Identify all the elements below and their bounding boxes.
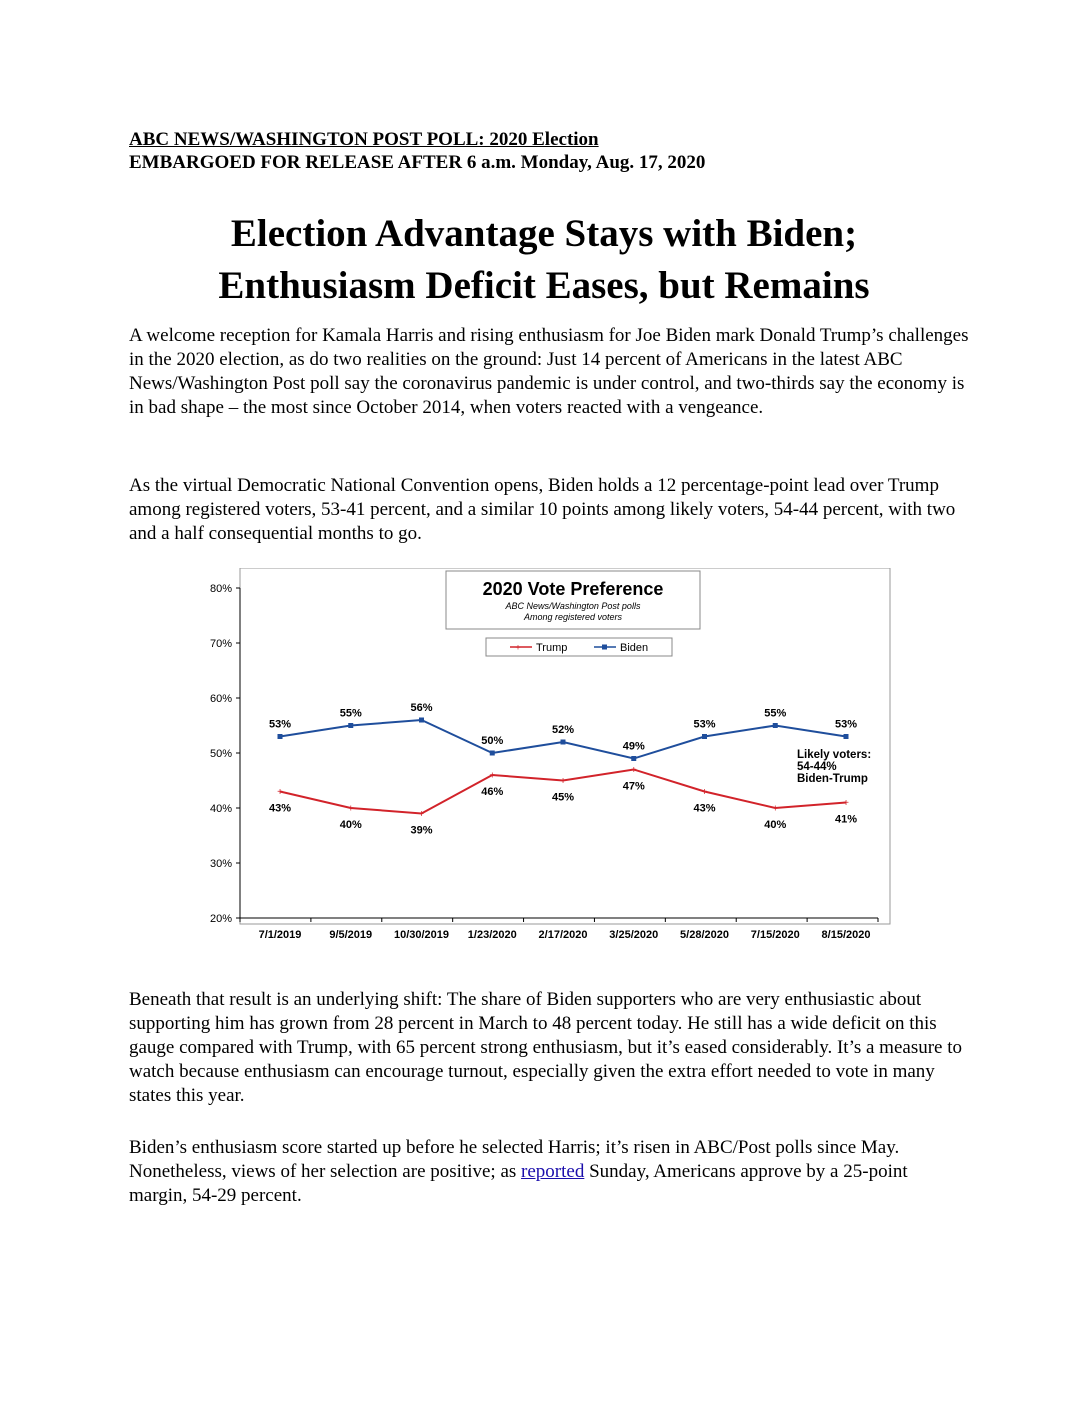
x-tick-label: 5/28/2020 bbox=[680, 929, 729, 941]
biden-point bbox=[773, 723, 778, 728]
poll-title: ABC NEWS/WASHINGTON POST POLL: 2020 Election bbox=[129, 129, 599, 150]
biden-point bbox=[490, 751, 495, 756]
biden-point bbox=[844, 734, 849, 739]
legend-trump-label: Trump bbox=[536, 642, 568, 654]
release-header bbox=[129, 128, 969, 174]
x-tick-label: 7/1/2019 bbox=[258, 929, 302, 941]
data-label-trump: 47% bbox=[622, 780, 645, 793]
annotation-line-3: Biden-Trump bbox=[797, 773, 868, 785]
legend-biden-marker bbox=[602, 645, 607, 650]
biden-point bbox=[561, 740, 566, 745]
chart-title-box bbox=[446, 571, 700, 629]
biden-point bbox=[348, 723, 353, 728]
reported-link[interactable]: reported bbox=[521, 1161, 585, 1182]
trump-point: + bbox=[560, 776, 566, 787]
x-tick-label: 9/5/2019 bbox=[329, 929, 373, 941]
biden-point bbox=[702, 734, 707, 739]
data-label-biden: 53% bbox=[268, 718, 292, 731]
y-tick-label: 70% bbox=[209, 638, 232, 650]
data-label-trump: 39% bbox=[410, 824, 433, 837]
data-label-trump: 40% bbox=[339, 819, 362, 831]
y-tick-label: 30% bbox=[209, 858, 232, 870]
chart-subtitle-2: Among registered voters bbox=[523, 612, 623, 622]
data-label-biden: 55% bbox=[339, 707, 362, 720]
data-label-trump: 46% bbox=[481, 786, 504, 798]
trump-point: + bbox=[701, 787, 708, 798]
paragraph-lead: As the virtual Democratic National Convention opens, Biden holds a 12 percentage-point lead over Trump among registered voters, 53-41 percent, and a similar 10 points among likely voters, 54-44 percent, with two and a half consequential months to go. bbox=[129, 475, 956, 544]
data-label-biden: 49% bbox=[622, 740, 645, 753]
trump-point: + bbox=[347, 803, 354, 815]
embargo-notice: EMBARGOED FOR RELEASE AFTER 6 a.m. Monday, Aug. 17, 2020 bbox=[129, 152, 706, 173]
trump-point: + bbox=[489, 770, 496, 782]
annotation-line-1: Likely voters: bbox=[797, 749, 872, 761]
biden-point bbox=[419, 718, 424, 723]
y-tick-label: 20% bbox=[209, 913, 232, 925]
x-tick-label: 3/25/2020 bbox=[609, 929, 659, 941]
paragraph-harris bbox=[129, 1136, 969, 1208]
y-tick-label: 80% bbox=[209, 583, 232, 595]
x-tick-label: 8/15/2020 bbox=[821, 929, 871, 941]
paragraph-harris-text-2: Sunday, Americans approve by a 25-point margin, 54-29 percent. bbox=[129, 1161, 908, 1206]
chart-title: 2020 Vote Preference bbox=[482, 579, 664, 599]
trump-point: + bbox=[277, 787, 283, 798]
y-tick-label: 40% bbox=[209, 803, 232, 815]
headline-line-2: Enthusiasm Deficit Eases, but Remains bbox=[218, 264, 870, 307]
headline bbox=[100, 208, 988, 312]
chart-svg bbox=[200, 568, 900, 948]
data-label-trump: 45% bbox=[551, 791, 575, 804]
paragraph-enthusiasm: Beneath that result is an underlying shift: The share of Biden supporters who are very enthusiastic about supporting him has grown from 28 percent in March to 48 percent today. He still has a wide deficit on this gauge compared with Trump, with 65 percent strong enthusiasm, but it’s eased considerably. It’s a measure to watch because enthusiasm can encourage turnout, especially given the extra effort needed to vote in many states this year. bbox=[129, 989, 963, 1106]
data-label-trump: 43% bbox=[268, 802, 292, 815]
data-label-trump: 40% bbox=[764, 819, 787, 831]
data-label-biden: 53% bbox=[834, 718, 858, 731]
legend-biden-label: Biden bbox=[620, 642, 649, 654]
trump-point: + bbox=[418, 809, 425, 820]
y-tick-label: 60% bbox=[209, 693, 232, 705]
x-tick-label: 1/23/2020 bbox=[467, 929, 517, 941]
y-tick-label: 50% bbox=[209, 748, 232, 760]
paragraph-intro: A welcome reception for Kamala Harris and rising enthusiasm for Joe Biden mark Donald Trump’s challenges in the 2020 election, as do two realities on the ground: Just 14 percent of Americans in the latest ABC News/Washington Post poll say the coronavirus pandemic is under control, and two-thirds say the economy is in bad shape – the most since October 2014, when voters reacted with a vengeance. bbox=[129, 325, 969, 418]
data-label-trump: 41% bbox=[834, 813, 858, 826]
x-tick-label: 7/15/2020 bbox=[750, 929, 800, 941]
paragraph-harris-text-1: Biden’s enthusiasm score started up before he selected Harris; it’s risen in ABC/Post polls since May. Nonetheless, views of her selection are positive; as bbox=[129, 1137, 900, 1182]
headline-line-1: Election Advantage Stays with Biden; bbox=[230, 212, 858, 255]
biden-point bbox=[278, 734, 283, 739]
x-tick-label: 2/17/2020 bbox=[538, 929, 588, 941]
trump-point: + bbox=[772, 803, 779, 815]
chart-legend bbox=[486, 638, 672, 656]
trump-point: + bbox=[843, 798, 849, 809]
data-label-trump: 43% bbox=[693, 802, 716, 815]
data-label-biden: 53% bbox=[693, 718, 716, 731]
data-label-biden: 52% bbox=[551, 724, 575, 736]
vote-preference-chart bbox=[200, 568, 900, 948]
legend-trump-marker: + bbox=[515, 642, 521, 653]
biden-point bbox=[631, 756, 636, 761]
data-label-biden: 56% bbox=[410, 702, 433, 714]
data-label-biden: 55% bbox=[764, 707, 787, 720]
trump-point: + bbox=[630, 765, 637, 776]
annotation-line-2: 54-44% bbox=[797, 761, 837, 773]
x-tick-label: 10/30/2019 bbox=[393, 929, 450, 941]
chart-subtitle-1: ABC News/Washington Post polls bbox=[505, 601, 641, 611]
data-label-biden: 50% bbox=[481, 735, 504, 747]
